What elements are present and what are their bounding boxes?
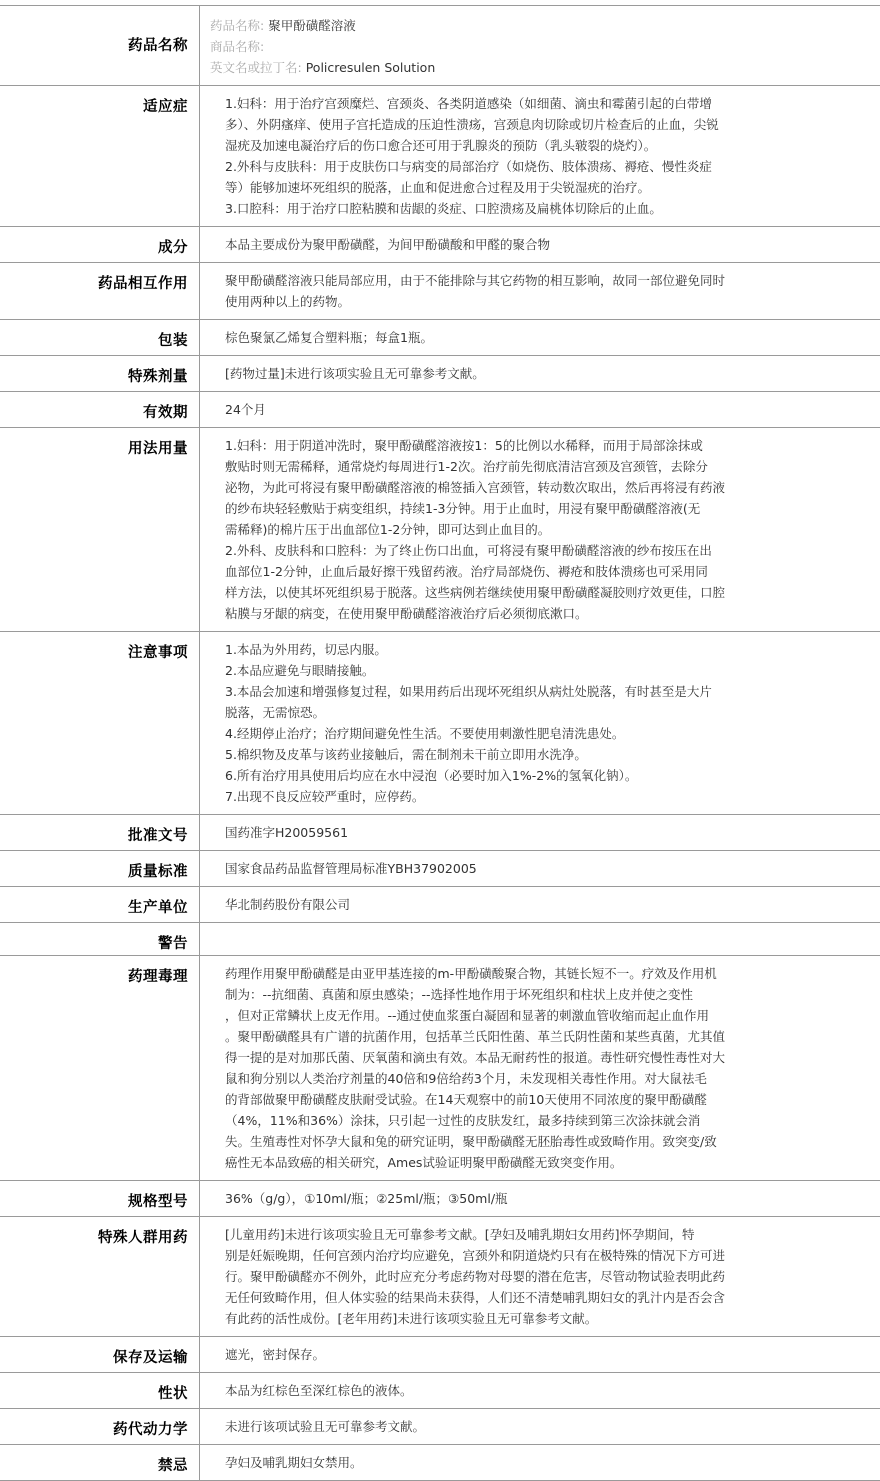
- value-line: 等）能够加速坏死组织的脱落，止血和促进愈合过程及用于尖锐湿疣的治疗。: [225, 180, 651, 195]
- value-line: 脱落，无需惊恐。: [225, 705, 326, 720]
- value-line: 需稀释)的棉片压于出血部位1-2分钟，即可达到止血目的。: [225, 522, 551, 537]
- generic-name-line: [210, 15, 870, 36]
- value-line: 3.本品会加速和增强修复过程，如果用药后出现坏死组织从病灶处脱落，有时甚至是大片: [225, 684, 712, 699]
- row-contraindications: [0, 1445, 880, 1481]
- row-quality-standard: [0, 851, 880, 887]
- row-warning: [0, 923, 880, 956]
- value-line: 制为：--抗细菌、真菌和原虫感染；--选择性地作用于坏死组织和柱状上皮并使之变性: [225, 987, 694, 1002]
- row-special-populations: [0, 1217, 880, 1337]
- row-drug-interactions: [0, 263, 880, 320]
- value-line: 无任何致畸作用，但人体实验的结果尚未获得，人们还不清楚哺乳期妇女的乳汁内是否会含: [225, 1290, 726, 1305]
- value-line: 国家食品药品监督管理局标准YBH37902005: [225, 861, 477, 876]
- value-line: 本品为红棕色至深红棕色的液体。: [225, 1383, 413, 1398]
- generic-name-value: 聚甲酚磺醛溶液: [268, 18, 356, 33]
- latin-name-key: 英文名或拉丁名:: [210, 60, 302, 75]
- value-line: 的背部做聚甲酚磺醛皮肤耐受试验。在14天观察中的前10天使用不同浓度的聚甲酚磺醛: [225, 1092, 707, 1107]
- row-value: [200, 1217, 880, 1336]
- row-label: 用法用量: [0, 428, 200, 631]
- value-line: 2.外科、皮肤科和口腔科：为了终止伤口出血，可将浸有聚甲酚磺醛溶液的纱布按压在出: [225, 543, 712, 558]
- row-label: 特殊人群用药: [0, 1217, 200, 1336]
- value-line: [药物过量]未进行该项实验且无可靠参考文献。: [225, 366, 485, 381]
- value-line: 1.妇科：用于阴道冲洗时，聚甲酚磺醛溶液按1：5的比例以水稀释，而用于局部涂抹或: [225, 438, 703, 453]
- row-shelf-life: [0, 392, 880, 428]
- value-line: 得一提的是对加那氏菌、厌氧菌和滴虫有效。本品无耐药性的报道。毒性研究慢性毒性对大: [225, 1050, 726, 1065]
- info-rows: [0, 86, 880, 1481]
- value-line: 使用两种以上的药物。: [225, 294, 351, 309]
- row-label: 保存及运输: [0, 1337, 200, 1372]
- row-label: 生产单位: [0, 887, 200, 922]
- row-label: 特殊剂量: [0, 356, 200, 391]
- value-line: 聚甲酚磺醛溶液只能局部应用，由于不能排除与其它药物的相互影响，故同一部位避免同时: [225, 273, 726, 288]
- row-value: [200, 263, 880, 319]
- row-label: 药理毒理: [0, 956, 200, 1180]
- drug-info-table: [0, 5, 880, 1481]
- trade-name-key: 商品名称:: [210, 39, 265, 54]
- value-line: 国药准字H20059561: [225, 825, 349, 840]
- row-label: 适应症: [0, 86, 200, 226]
- value-line: 药理作用聚甲酚磺醛是由亚甲基连接的m-甲酚磺酸聚合物，其链长短不一。疗效及作用机: [225, 966, 717, 981]
- row-dosage: [0, 428, 880, 632]
- row-label: 成分: [0, 227, 200, 262]
- row-label: 有效期: [0, 392, 200, 427]
- row-pharmacology-toxicology: [0, 956, 880, 1181]
- row-label: 警告: [0, 923, 200, 955]
- row-label: 药品名称: [0, 6, 200, 85]
- value-line: 24个月: [225, 402, 266, 417]
- value-line: 3.口腔科：用于治疗口腔粘膜和齿龈的炎症、口腔溃疡及扁桃体切除后的止血。: [225, 201, 662, 216]
- row-value: [200, 956, 880, 1180]
- row-approval-number: [0, 815, 880, 851]
- value-line: ，但对正常鳞状上皮无作用。--通过使血浆蛋白凝固和显著的刺激血管收缩而起止血作用: [225, 1008, 710, 1023]
- generic-name-key: 药品名称:: [210, 18, 265, 33]
- row-value: [200, 851, 880, 886]
- value-line: 4.经期停止治疗；治疗期间避免性生活。不要使用刺激性肥皂清洗患处。: [225, 726, 625, 741]
- value-line: 多）、外阴瘙痒、使用子宫托造成的压迫性溃疡，宫颈息肉切除或切片检查后的止血，尖锐: [225, 117, 719, 132]
- row-pharmacokinetics: [0, 1409, 880, 1445]
- row-ingredients: [0, 227, 880, 263]
- row-specification: [0, 1181, 880, 1217]
- value-line: 血部位1-2分钟，止血后最好擦干残留药液。治疗局部烧伤、褥疮和肢体溃疡也可采用同: [225, 564, 708, 579]
- latin-name-value: Policresulen Solution: [305, 60, 436, 75]
- row-label: 注意事项: [0, 632, 200, 814]
- value-line: 。聚甲酚磺醛具有广谱的抗菌作用，包括革兰氏阳性菌、革兰氏阴性菌和某些真菌，尤其值: [225, 1029, 726, 1044]
- trade-name-line: [210, 36, 870, 57]
- row-label: 药代动力学: [0, 1409, 200, 1444]
- row-appearance: [0, 1373, 880, 1409]
- row-value: [200, 1337, 880, 1372]
- value-line: 36%（g/g），①10ml/瓶；②25ml/瓶；③50ml/瓶: [225, 1191, 508, 1206]
- value-line: 5.棉织物及皮革与该药业接触后，需在制剂未干前立即用水洗净。: [225, 747, 587, 762]
- value-line: 样方法，以使其坏死组织易于脱落。这些病例若继续使用聚甲酚磺醛凝胶则疗效更佳，口腔: [225, 585, 726, 600]
- row-value: [200, 356, 880, 391]
- latin-name-line: [210, 57, 870, 78]
- row-value: [200, 887, 880, 922]
- row-label: 性状: [0, 1373, 200, 1408]
- row-value: [200, 392, 880, 427]
- value-line: 粘膜与牙龈的病变，在使用聚甲酚磺醛溶液治疗后必须彻底漱口。: [225, 606, 588, 621]
- row-precautions: [0, 632, 880, 815]
- value-line: 有此药的活性成份。[老年用药]未进行该项实验且无可靠参考文献。: [225, 1311, 598, 1326]
- value-line: 别是妊娠晚期，任何宫颈内治疗均应避免，宫颈外和阴道烧灼只有在极特殊的情况下方可进: [225, 1248, 726, 1263]
- value-line: 失。生殖毒性对怀孕大鼠和兔的研究证明，聚甲酚磺醛无胚胎毒性或致畸作用。致突变/致: [225, 1134, 717, 1149]
- row-value: [200, 815, 880, 850]
- row-label: 包装: [0, 320, 200, 355]
- row-value: [200, 227, 880, 262]
- value-line: 湿疣及加速电凝治疗后的伤口愈合还可用于乳腺炎的预防（乳头皲裂的烧灼）。: [225, 138, 657, 153]
- value-line: 2.本品应避免与眼睛接触。: [225, 663, 375, 678]
- value-line: 6.所有治疗用具使用后均应在水中浸泡（必要时加入1%-2%的氢氧化钠）。: [225, 768, 638, 783]
- value-line: 泌物，为此可将浸有聚甲酚磺醛溶液的棉签插入宫颈管，转动数次取出，然后再将浸有药液: [225, 480, 726, 495]
- value-line: 2.外科与皮肤科：用于皮肤伤口与病变的局部治疗（如烧伤、肢体溃疡、褥疮、慢性炎症: [225, 159, 712, 174]
- value-line: 孕妇及哺乳期妇女禁用。: [225, 1455, 363, 1470]
- row-value: [200, 632, 880, 814]
- row-special-dosage: [0, 356, 880, 392]
- row-manufacturer: [0, 887, 880, 923]
- row-value: [200, 923, 880, 955]
- value-line: 棕色聚氯乙烯复合塑料瓶；每盒1瓶。: [225, 330, 433, 345]
- value-line: 敷贴时则无需稀释，通常烧灼每周进行1-2次。治疗前先彻底清洁宫颈及宫颈管，去除分: [225, 459, 708, 474]
- value-line: 鼠和狗分别以人类治疗剂量的40倍和9倍给药3个月，未发现相关毒性作用。对大鼠祛毛: [225, 1071, 707, 1086]
- value-line: 遮光，密封保存。: [225, 1347, 326, 1362]
- value-line: 未进行该项试验且无可靠参考文献。: [225, 1419, 426, 1434]
- row-label: 规格型号: [0, 1181, 200, 1216]
- row-value: [200, 1181, 880, 1216]
- row-value: [200, 1373, 880, 1408]
- row-drug-name: [0, 6, 880, 86]
- value-line: 华北制药股份有限公司: [225, 897, 351, 912]
- row-value: [200, 1445, 880, 1480]
- row-label: 药品相互作用: [0, 263, 200, 319]
- row-value: [200, 1409, 880, 1444]
- row-value: [200, 86, 880, 226]
- value-line: 7.出现不良反应较严重时，应停药。: [225, 789, 425, 804]
- value-line: 1.妇科：用于治疗宫颈糜烂、宫颈炎、各类阴道感染（如细菌、滴虫和霉菌引起的白带增: [225, 96, 712, 111]
- row-value: [200, 428, 880, 631]
- row-packaging: [0, 320, 880, 356]
- value-line: 行。聚甲酚磺醛亦不例外，此时应充分考虑药物对母婴的潜在危害，尽管动物试验表明此药: [225, 1269, 726, 1284]
- value-line: 癌性无本品致癌的相关研究，Ames试验证明聚甲酚磺醛无致突变作用。: [225, 1155, 623, 1170]
- row-label: 质量标准: [0, 851, 200, 886]
- row-indications: [0, 86, 880, 227]
- value-line: [儿童用药]未进行该项实验且无可靠参考文献。[孕妇及哺乳期妇女用药]怀孕期间，特: [225, 1227, 695, 1242]
- value-line: 的纱布块轻轻敷贴于病变组织，持续1-3分钟。用于止血时，用浸有聚甲酚磺醛溶液(无: [225, 501, 701, 516]
- row-label: 批准文号: [0, 815, 200, 850]
- row-value: [200, 320, 880, 355]
- value-line: 本品主要成份为聚甲酚磺醛，为间甲酚磺酸和甲醛的聚合物: [225, 237, 551, 252]
- drug-names-cell: [200, 6, 880, 85]
- value-line: 1.本品为外用药，切忌内服。: [225, 642, 387, 657]
- row-label: 禁忌: [0, 1445, 200, 1480]
- value-line: （4%，11%和36%）涂抹，只引起一过性的皮肤发红，最多持续到第三次涂抹就会消: [225, 1113, 701, 1128]
- row-storage-transport: [0, 1337, 880, 1373]
